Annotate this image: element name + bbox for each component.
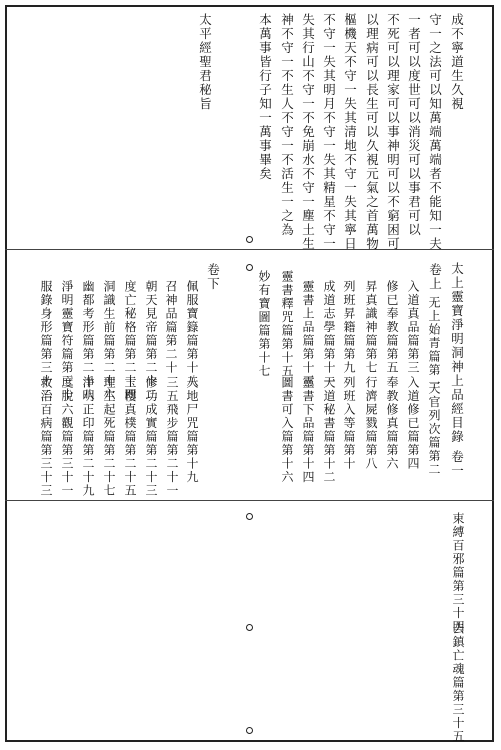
binding-hole-3 xyxy=(246,513,253,520)
text-column: 以理病可以長生可以久視元氣之首萬物 xyxy=(364,13,380,251)
toc-entry: 奉教修真篇第六 xyxy=(385,376,399,471)
binding-hole-4 xyxy=(246,624,253,631)
toc-entry: 靈書上品篇第十三 xyxy=(301,280,315,388)
toc-entry: 淨明靈寶符篇第三十 xyxy=(60,280,74,402)
toc-entry: 理生起死篇第二十七 xyxy=(102,376,116,498)
text-column: 成不寧道生久視 xyxy=(449,13,465,111)
text-column: 神不守一不生人不守一不活生一之為 xyxy=(279,13,295,237)
toc-entry: 洞識生前篇第二十六 xyxy=(102,280,116,402)
toc-entry: 成道志學篇第十一 xyxy=(322,280,336,388)
section-divider-upper xyxy=(5,249,494,250)
toc-entry: 束縛百邪篇第三十四 xyxy=(451,512,465,634)
toc-entry: 召神品篇第二十 xyxy=(164,280,178,375)
colophon-title: 太平經聖君秘旨 xyxy=(197,13,213,111)
toc-entry: 修已奉教篇第五 xyxy=(385,280,399,375)
toc-entry: 昇真識神篇第七 xyxy=(364,280,378,375)
toc-entry: 朝天見帝篇第二十二 xyxy=(144,280,158,402)
juan-xia-heading: 卷下 xyxy=(205,263,221,291)
binding-hole-2 xyxy=(246,264,253,271)
toc-entry: 行濟屍戮篇第八 xyxy=(364,376,378,471)
toc-entry: 靈書釋咒篇第十五 xyxy=(280,270,294,378)
toc-entry: 淨明正印篇第二十九 xyxy=(81,376,95,498)
toc-entry: 修功成實篇第二十三 xyxy=(144,376,158,498)
toc-entry: 天道秘書篇第十二 xyxy=(322,376,336,484)
toc-entry: 度亡秘格篇第二十四 xyxy=(123,280,137,402)
toc-entry: 服錄身形篇第三十二 xyxy=(39,280,53,402)
toc-title: 太上靈寶淨明洞神上品經目錄 xyxy=(449,262,465,444)
juan-shang-heading: 卷上 xyxy=(427,263,443,291)
text-column: 一者可以度世可以消災可以事君可以 xyxy=(406,13,422,237)
toc-entry: 三五飛步篇第二十一 xyxy=(165,376,179,498)
toc-entry: 无上始青篇第一 xyxy=(427,296,441,391)
toc-entry: 佩服寶籙篇第十八 xyxy=(185,280,199,388)
binding-hole-5 xyxy=(246,727,253,734)
toc-entry: 玉樓真樸篇第二十五 xyxy=(123,376,137,498)
toc-entry: 靈書下品篇第十四 xyxy=(301,376,315,484)
text-column: 失其行山不守一不免崩水不守一塵土生 xyxy=(300,13,316,251)
toc-entry: 列班昇籍篇第九 xyxy=(342,280,356,375)
binding-hole-1 xyxy=(246,236,253,243)
text-column: 本萬事皆行子知一萬事畢矣 xyxy=(257,13,273,181)
toc-entry: 幽都考形篇第二十八 xyxy=(81,280,95,402)
toc-entry: 妙有寶圖篇第十七 xyxy=(257,270,271,378)
toc-entry: 天官列次篇第二 xyxy=(427,382,441,477)
toc-entry: 去鎮亡魂篇第三十五 xyxy=(451,622,465,744)
toc-entry: 入道修已篇第四 xyxy=(406,376,420,471)
text-column: 不守一失其明月不守一失其精星不守一 xyxy=(321,13,337,251)
toc-entry: 列班入等篇第十 xyxy=(342,376,356,471)
toc-entry: 天地尸咒篇第十九 xyxy=(185,376,199,484)
toc-entry: 圖書可入篇第十六 xyxy=(280,376,294,484)
toc-entry: 救治百病篇第三十三 xyxy=(39,376,53,498)
volume-mark: 卷一 xyxy=(449,450,465,478)
text-column: 樞機天不守一失其清地不守一失其寧日 xyxy=(342,13,358,251)
text-column: 不死可以理家可以事神明可以不窮困可 xyxy=(385,13,401,251)
toc-entry: 度脫六觀篇第三十一 xyxy=(60,376,74,498)
section-divider-lower xyxy=(5,500,494,501)
text-column: 守一之法可以知萬端萬端者不能知一夫 xyxy=(427,13,443,251)
toc-entry: 入道真品篇第三 xyxy=(406,280,420,375)
